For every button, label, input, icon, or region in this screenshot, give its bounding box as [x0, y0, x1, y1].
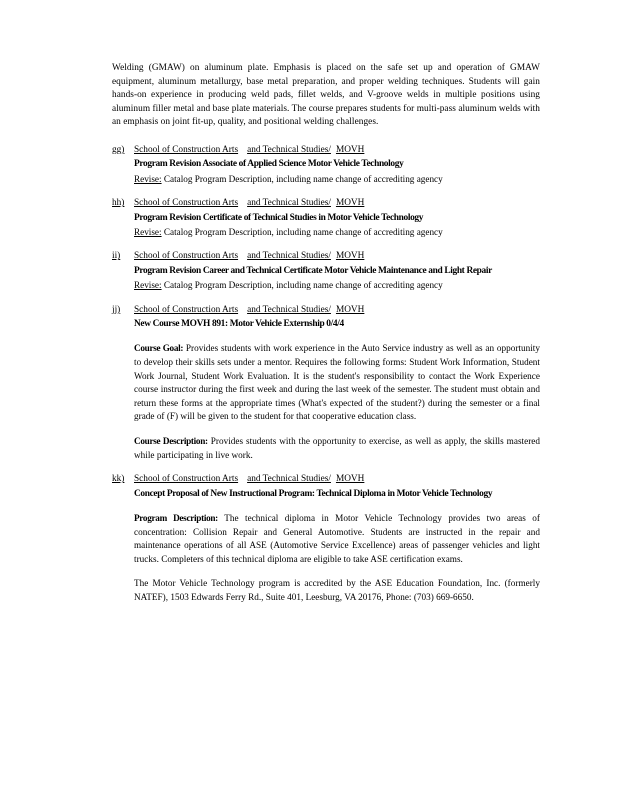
- department-suffix: MOVH: [335, 474, 365, 485]
- item-title: Program Revision Career and Technical Certificate Motor Vehicle Maintenance and Light Repair: [134, 265, 492, 276]
- revise-line: [134, 173, 540, 186]
- department-line: [134, 144, 540, 157]
- item-label: hh): [112, 198, 125, 209]
- department-line: [134, 250, 540, 263]
- revise-text: Catalog Program Description, including name change of accrediting agency: [163, 173, 443, 184]
- list-item: [112, 473, 540, 604]
- revise-text: Catalog Program Description, including name change of accrediting agency: [163, 280, 443, 291]
- department-line: [134, 197, 540, 210]
- revise-line: [134, 279, 540, 292]
- department-mid: and Technical Studies/: [247, 304, 331, 315]
- department-prefix: School of Construction Arts: [134, 198, 239, 209]
- item-label: gg): [112, 144, 125, 155]
- revise-prefix: Revise:: [134, 227, 162, 237]
- course-goal-label: Course Goal:: [134, 343, 184, 354]
- item-title: New Course MOVH 891: Motor Vehicle Externship 0/4/4: [134, 319, 344, 330]
- department-prefix: School of Construction Arts: [134, 144, 239, 155]
- department-line: [134, 473, 540, 486]
- course-description-label: Course Description:: [134, 436, 208, 446]
- item-title: Program Revision Certificate of Technical Studies in Motor Vehicle Technology: [134, 212, 424, 223]
- program-description-text: The technical diploma in Motor Vehicle Technology provides two areas of concentration: Collision Repair and General Automotive. Students are instructed in the repair and maintenance operations of all ASE (Automotive Service Excellence) areas of passenger vehicles and light trucks. Completers of this technical diploma are eligible to take ASE certification exams.: [134, 513, 540, 564]
- revise-line: [134, 226, 540, 239]
- department-mid: and Technical Studies/: [247, 251, 331, 262]
- department-line: [134, 304, 540, 317]
- item-body: [134, 197, 540, 239]
- item-body: [134, 304, 540, 463]
- course-description-paragraph: [134, 435, 540, 462]
- course-goal-text: Provides students with work experience in the Auto Service industry as well as an opportunity to develop their skills sets under a mentor. Requires the following forms: Student Work Information, Student Work Journal, Student Work Evaluation. It is the student's responsibility to contact the Work Experience course instructor during the first week and during the last week of the semester. The student must obtain and return these forms at the appropriate times (What's expected of the student?) during the semester or a final grade of (F) will be given to the student for that cooperative education class.: [134, 343, 540, 422]
- item-title: Program Revision Associate of Applied Science Motor Vehicle Technology: [134, 159, 404, 170]
- accreditation-paragraph: The Motor Vehicle Technology program is accredited by the ASE Education Foundation, Inc. (formerly NATEF), 1503 Edwards Ferry Rd., Suite 401, Leesburg, VA 20176, Phone: (703) 669-6650.: [134, 578, 540, 602]
- course-description-text: Provides students with the opportunity to exercise, as well as apply, the skills mastered while participating in live work.: [134, 436, 540, 460]
- revise-prefix: Revise:: [134, 173, 162, 184]
- department-suffix: MOVH: [335, 144, 365, 155]
- revise-text: Catalog Program Description, including name change of accrediting agency: [163, 227, 443, 237]
- item-label: jj): [112, 304, 121, 315]
- program-description-label: Program Description:: [134, 513, 218, 523]
- list-item: [112, 197, 540, 239]
- department-mid: and Technical Studies/: [247, 144, 331, 155]
- item-label: kk): [112, 474, 125, 485]
- course-goal-paragraph: [134, 342, 540, 424]
- department-mid: and Technical Studies/: [247, 474, 331, 485]
- department-suffix: MOVH: [335, 251, 365, 262]
- department-prefix: School of Construction Arts: [134, 251, 239, 262]
- department-suffix: MOVH: [335, 198, 365, 209]
- revise-prefix: Revise:: [134, 280, 162, 291]
- intro-paragraph: Welding (GMAW) on aluminum plate. Emphasis is placed on the safe set up and operation of GMAW equipment, aluminum metallurgy, base metal preparation, and proper welding techniques. Students will gain hands-on experience in producing weld pads, fillet welds, and V-groove welds in multiple positions using aluminum filler metal and base plate materials. The course prepares students for multi-pass aluminum welds with an emphasis on joint fit-up, quality, and positional welding challenges.: [112, 63, 540, 128]
- list-item: [112, 304, 540, 463]
- department-prefix: School of Construction Arts: [134, 304, 239, 315]
- program-description-paragraph: [134, 512, 540, 566]
- item-body: [134, 473, 540, 604]
- item-title: Concept Proposal of New Instructional Program: Technical Diploma in Motor Vehicle Technology: [134, 488, 493, 499]
- department-mid: and Technical Studies/: [247, 198, 331, 209]
- list-item: [112, 250, 540, 292]
- department-prefix: School of Construction Arts: [134, 474, 239, 485]
- item-label: ii): [112, 251, 121, 262]
- list-item: [112, 144, 540, 186]
- item-body: [134, 144, 540, 186]
- department-suffix: MOVH: [335, 304, 365, 315]
- item-body: [134, 250, 540, 292]
